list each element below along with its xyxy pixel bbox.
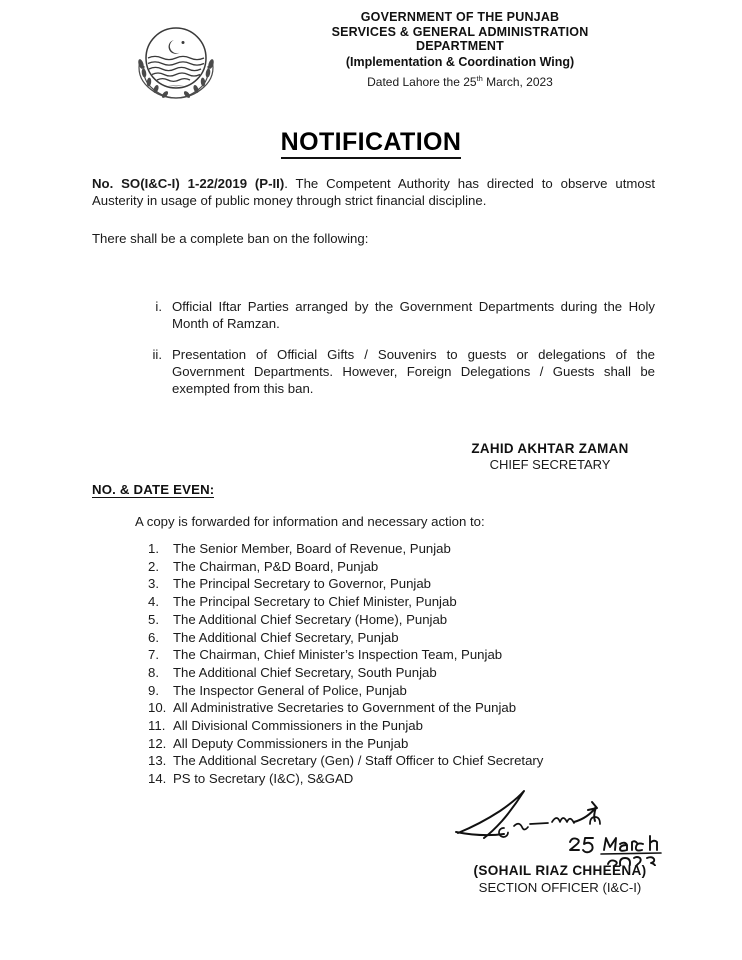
list-item-text: All Administrative Secretaries to Government of the Punjab bbox=[173, 700, 517, 716]
list-item-text: The Additional Secretary (Gen) / Staff Officer to Chief Secretary bbox=[173, 753, 544, 769]
list-item-number: 1. bbox=[148, 541, 159, 556]
list-item-number: 4. bbox=[148, 594, 159, 610]
signatory-name: ZAHID AKHTAR ZAMAN bbox=[471, 441, 629, 456]
paragraph-reference-rest: . The Competent Authority has directed to observe utmost Austerity in usage of public money through strict financial discipline. bbox=[92, 176, 655, 208]
list-item-marker: i. bbox=[155, 299, 162, 314]
list-item-number: 10. bbox=[148, 700, 167, 716]
page-title-text: NOTIFICATION bbox=[281, 128, 462, 159]
list-item-number: 13. bbox=[148, 753, 167, 769]
paragraph-reference bbox=[92, 175, 655, 209]
list-item-text: The Additional Chief Secretary (Home), Punjab bbox=[173, 611, 448, 627]
org-line-3: DEPARTMENT bbox=[416, 39, 504, 53]
list-item-number: 9. bbox=[148, 682, 159, 698]
list-item bbox=[148, 629, 648, 647]
list-item-number: 3. bbox=[148, 576, 159, 592]
signatory-designation: SECTION OFFICER (I&C-I) bbox=[478, 880, 642, 895]
list-item-text: PS to Secretary (I&C), S&GAD bbox=[173, 771, 354, 787]
dateline-prefix: Dated Lahore the 25 bbox=[367, 74, 477, 89]
list-item bbox=[148, 735, 648, 753]
list-item bbox=[148, 682, 648, 700]
signatory-name: (SOHAIL RIAZ CHHEENA) bbox=[473, 863, 647, 878]
ban-items-list bbox=[140, 298, 655, 397]
paragraph-ban-intro: There shall be a complete ban on the following: bbox=[92, 231, 369, 246]
list-item-number: 7. bbox=[148, 647, 159, 663]
list-item-text: All Deputy Commissioners in the Punjab bbox=[173, 735, 409, 751]
list-item bbox=[148, 540, 648, 558]
dateline-suffix: March, 2023 bbox=[482, 74, 553, 89]
list-item bbox=[148, 593, 648, 611]
dateline bbox=[290, 74, 630, 90]
org-line-2: SERVICES & GENERAL ADMINISTRATION bbox=[331, 24, 589, 39]
list-item-text: The Senior Member, Board of Revenue, Punjab bbox=[173, 541, 451, 556]
org-line-1: GOVERNMENT OF THE PUNJAB bbox=[360, 10, 560, 24]
signature-block-primary bbox=[400, 441, 700, 473]
list-item-text: The Inspector General of Police, Punjab bbox=[173, 682, 407, 698]
handwritten-signature-icon bbox=[448, 786, 688, 866]
document-body bbox=[92, 175, 655, 247]
list-item-number: 12. bbox=[148, 735, 167, 751]
list-item bbox=[148, 558, 648, 576]
list-item-text: All Divisional Commissioners in the Punjab bbox=[173, 718, 423, 734]
reference-number: No. SO(I&C-I) 1-22/2019 (P-II) bbox=[92, 176, 285, 191]
list-item bbox=[148, 699, 648, 717]
dateline-ordinal: th bbox=[476, 73, 483, 83]
distribution-list bbox=[148, 540, 648, 788]
list-item-text: The Principal Secretary to Chief Minister, Punjab bbox=[173, 594, 457, 610]
list-item bbox=[148, 752, 648, 770]
list-item-text: The Chairman, Chief Minister’s Inspection Team, Punjab bbox=[173, 647, 503, 663]
list-item-text: The Additional Chief Secretary, South Punjab bbox=[173, 664, 437, 680]
list-item-text: The Principal Secretary to Governor, Punjab bbox=[173, 576, 432, 592]
punjab-government-emblem-icon bbox=[124, 22, 228, 106]
wing-line: (Implementation & Coordination Wing) bbox=[345, 54, 575, 69]
list-item-text: The Additional Chief Secretary, Punjab bbox=[173, 629, 399, 645]
list-item-number: 11. bbox=[148, 718, 166, 734]
page-title bbox=[0, 128, 742, 157]
list-item-number: 6. bbox=[148, 629, 159, 645]
list-item-marker: ii. bbox=[152, 347, 162, 362]
list-item-text: The Chairman, P&D Board, Punjab bbox=[173, 558, 379, 574]
document-header bbox=[0, 8, 742, 108]
list-item bbox=[148, 575, 648, 593]
header-text-block bbox=[290, 10, 630, 90]
copy-forward-line: A copy is forwarded for information and necessary action to: bbox=[135, 514, 485, 529]
list-item bbox=[148, 664, 648, 682]
endorsement-heading bbox=[92, 481, 214, 499]
list-item-number: 8. bbox=[148, 664, 159, 680]
list-item-text: Official Iftar Parties arranged by the Government Departments during the Holy Month of Ramzan. bbox=[172, 299, 655, 331]
list-item-number: 2. bbox=[148, 558, 159, 574]
list-item bbox=[140, 298, 655, 332]
list-item bbox=[148, 717, 648, 735]
list-item-text: Presentation of Official Gifts / Souvenirs to guests or delegations of the Government Departments. However, Foreign Delegations / Guests shall be exempted from this ban. bbox=[172, 347, 655, 396]
list-item bbox=[148, 611, 648, 629]
list-item-number: 5. bbox=[148, 611, 159, 627]
list-item-number: 14. bbox=[148, 771, 167, 787]
signatory-designation: CHIEF SECRETARY bbox=[489, 457, 611, 472]
signature-block-secondary bbox=[420, 862, 700, 896]
endorsement-heading-text: NO. & DATE EVEN: bbox=[92, 482, 215, 497]
list-item bbox=[148, 646, 648, 664]
list-item bbox=[140, 346, 655, 397]
